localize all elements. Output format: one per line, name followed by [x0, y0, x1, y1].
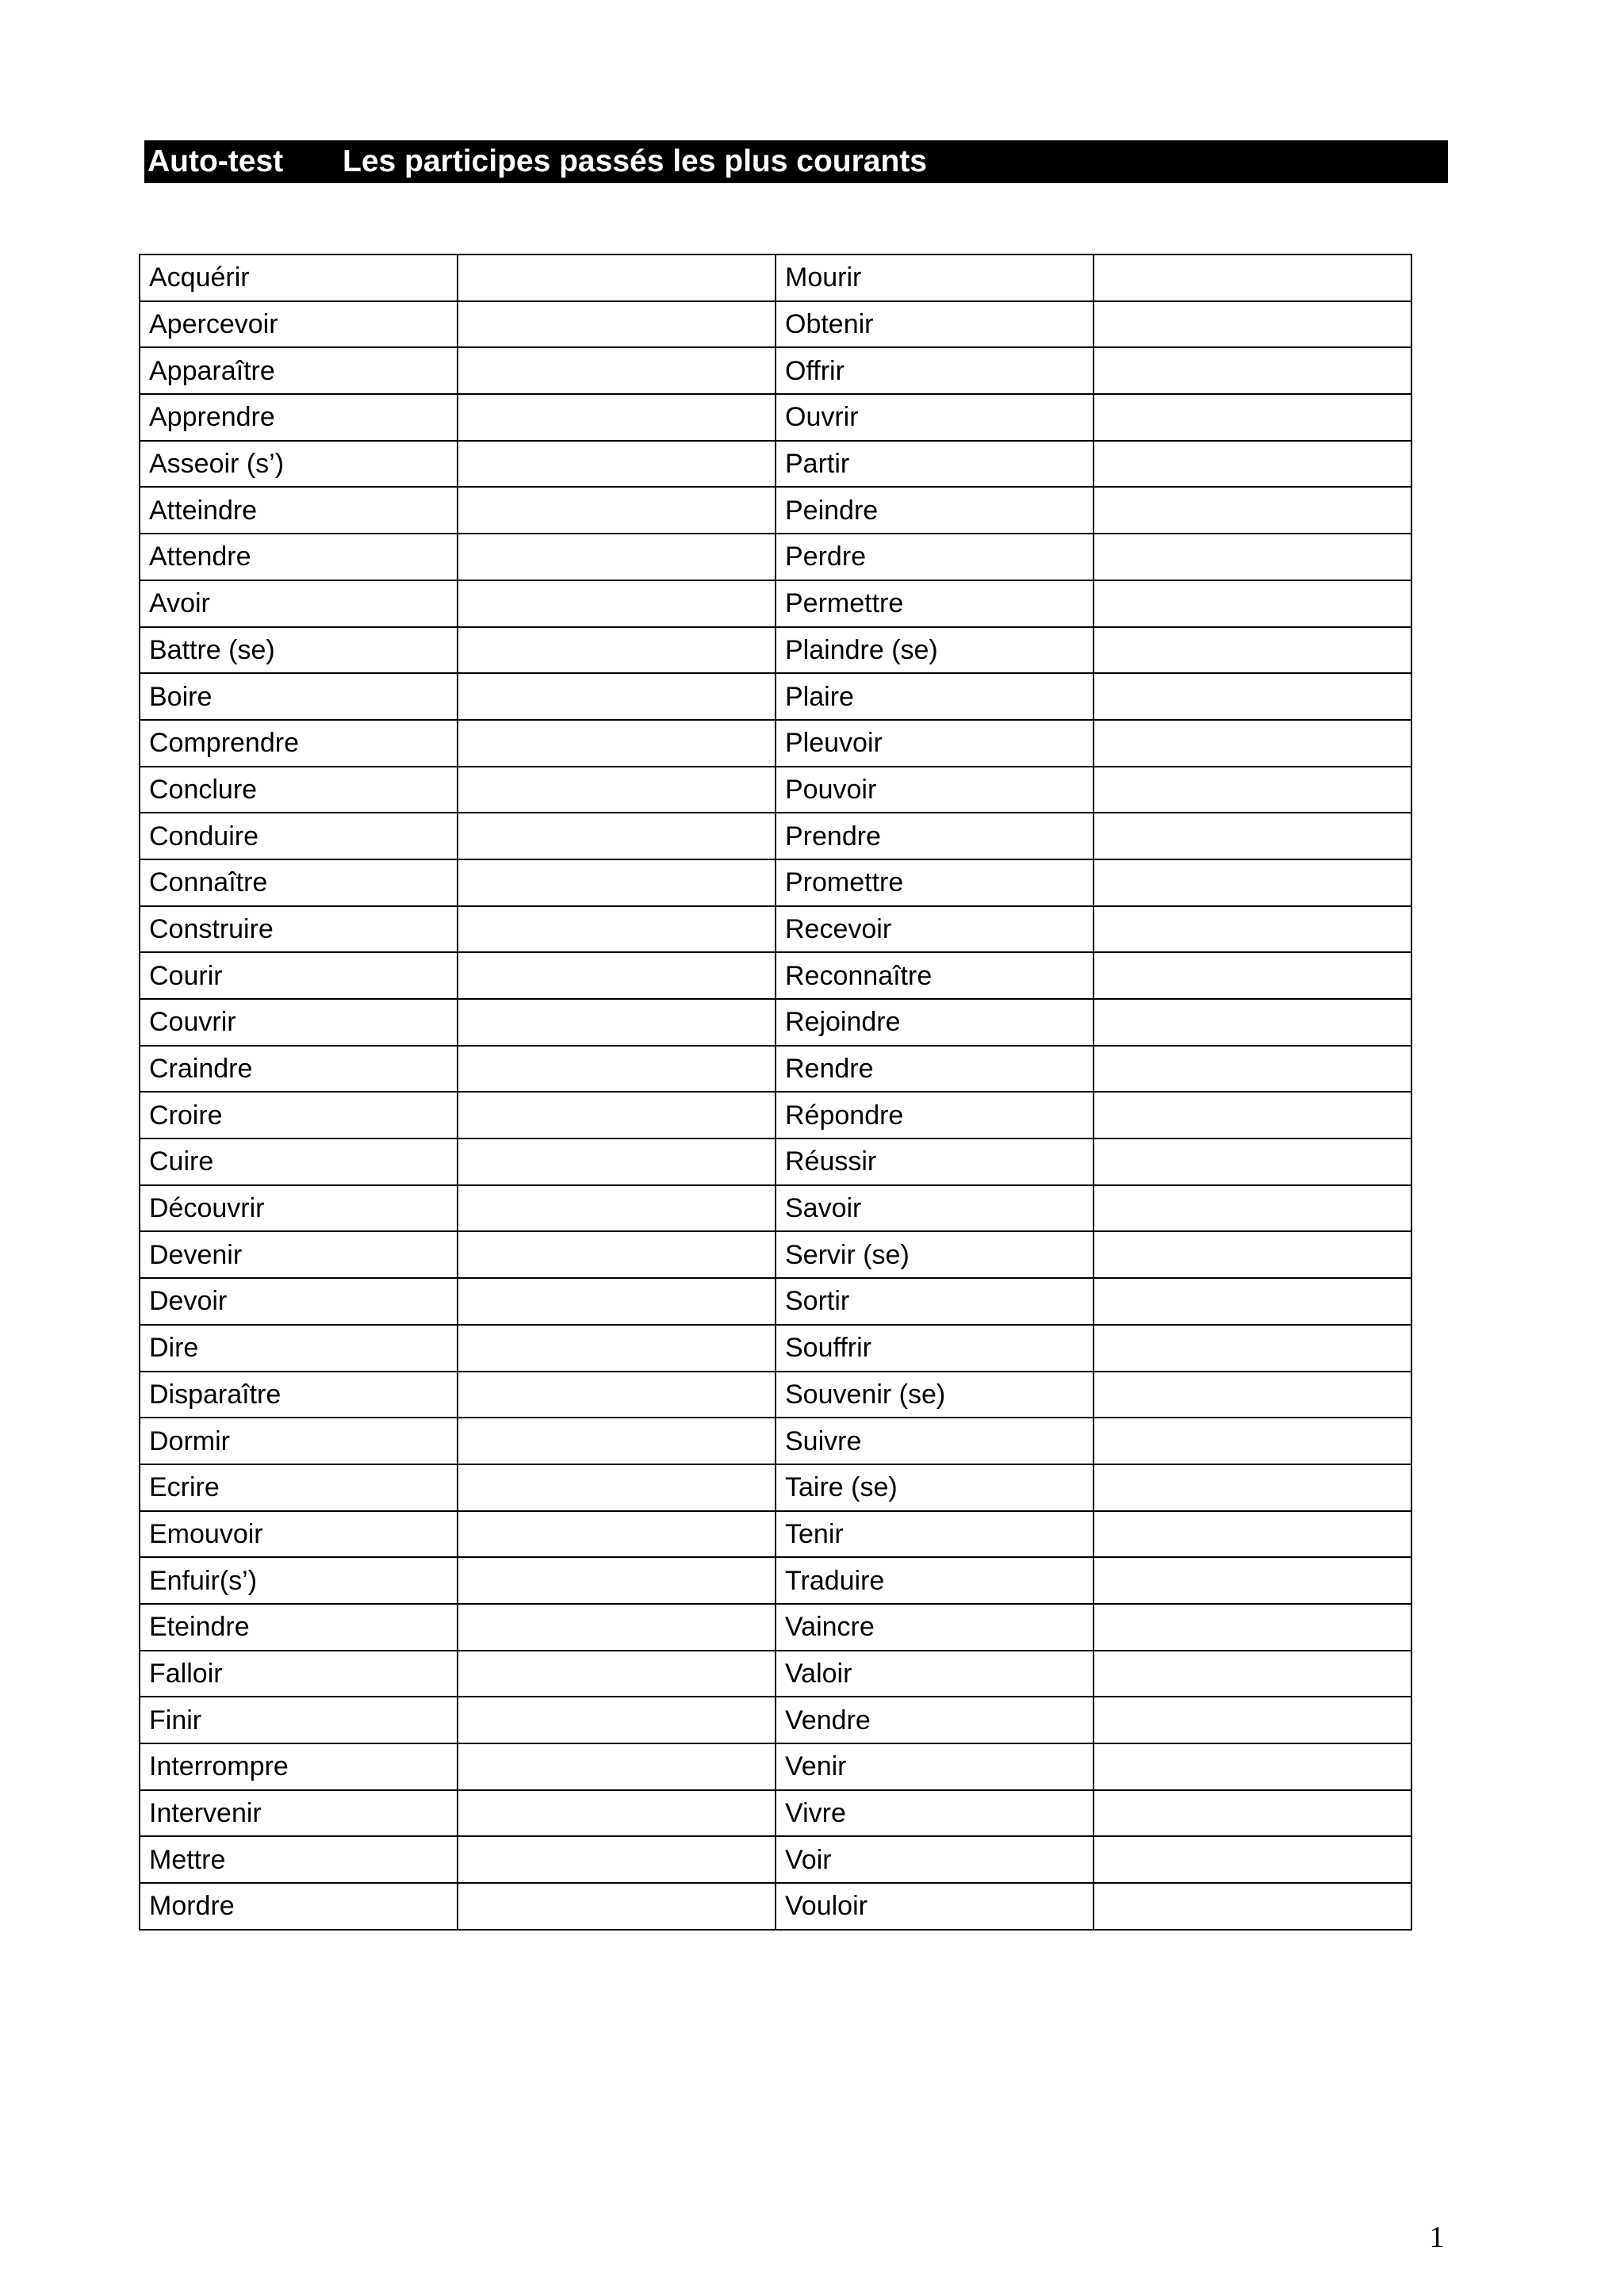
answer-cell-left[interactable]: [458, 1278, 776, 1325]
answer-cell-left[interactable]: [458, 347, 776, 394]
verb-cell-left: Atteindre: [140, 487, 458, 534]
table-row: [140, 1511, 1411, 1558]
answer-cell-right[interactable]: [1094, 1138, 1411, 1185]
answer-cell-left[interactable]: [458, 1092, 776, 1138]
verb-cell-right: Servir (se): [776, 1231, 1094, 1278]
table-row: [140, 813, 1411, 859]
answer-cell-left[interactable]: [458, 1325, 776, 1372]
verb-cell-right: Recevoir: [776, 906, 1094, 953]
answer-cell-left[interactable]: [458, 487, 776, 534]
table-row: [140, 1278, 1411, 1325]
answer-cell-right[interactable]: [1094, 1836, 1411, 1883]
answer-cell-right[interactable]: [1094, 1418, 1411, 1464]
table-row: [140, 906, 1411, 953]
verb-cell-left: Avoir: [140, 580, 458, 627]
verb-cell-right: Partir: [776, 441, 1094, 488]
verb-cell-right: Voir: [776, 1836, 1094, 1883]
verb-cell-left: Falloir: [140, 1651, 458, 1697]
answer-cell-left[interactable]: [458, 1231, 776, 1278]
answer-cell-left[interactable]: [458, 1697, 776, 1743]
verb-cell-left: Devoir: [140, 1278, 458, 1325]
table-row: [140, 1418, 1411, 1464]
answer-cell-left[interactable]: [458, 1372, 776, 1418]
answer-cell-right[interactable]: [1094, 487, 1411, 534]
answer-cell-left[interactable]: [458, 580, 776, 627]
answer-cell-left[interactable]: [458, 952, 776, 999]
verb-cell-right: Mourir: [776, 254, 1094, 301]
answer-cell-right[interactable]: [1094, 1604, 1411, 1651]
table-row: [140, 1092, 1411, 1138]
answer-cell-left[interactable]: [458, 441, 776, 488]
answer-cell-right[interactable]: [1094, 1651, 1411, 1697]
verb-cell-right: Prendre: [776, 813, 1094, 859]
verb-cell-left: Dire: [140, 1325, 458, 1372]
table-row: [140, 1697, 1411, 1743]
answer-cell-left[interactable]: [458, 813, 776, 859]
table-row: [140, 767, 1411, 813]
verb-cell-right: Perdre: [776, 534, 1094, 580]
verb-cell-left: Ecrire: [140, 1464, 458, 1511]
answer-cell-left[interactable]: [458, 1138, 776, 1185]
answer-cell-left[interactable]: [458, 1604, 776, 1651]
table-row: [140, 1743, 1411, 1790]
verb-cell-right: Venir: [776, 1743, 1094, 1790]
table-row: [140, 441, 1411, 488]
table-row: [140, 720, 1411, 767]
verb-cell-right: Vendre: [776, 1697, 1094, 1743]
answer-cell-left[interactable]: [458, 720, 776, 767]
table-row: [140, 1836, 1411, 1883]
verb-cell-right: Répondre: [776, 1092, 1094, 1138]
answer-cell-left[interactable]: [458, 1790, 776, 1837]
verb-cell-right: Sortir: [776, 1278, 1094, 1325]
verb-cell-right: Plaindre (se): [776, 627, 1094, 674]
answer-cell-right[interactable]: [1094, 1231, 1411, 1278]
answer-cell-right[interactable]: [1094, 906, 1411, 953]
answer-cell-right[interactable]: [1094, 254, 1411, 301]
answer-cell-right[interactable]: [1094, 1325, 1411, 1372]
answer-cell-right[interactable]: [1094, 1278, 1411, 1325]
verb-cell-right: Peindre: [776, 487, 1094, 534]
answer-cell-left[interactable]: [458, 1418, 776, 1464]
table-row: [140, 1790, 1411, 1837]
answer-cell-left[interactable]: [458, 534, 776, 580]
answer-cell-left[interactable]: [458, 999, 776, 1046]
verb-cell-left: Craindre: [140, 1046, 458, 1093]
verb-cell-left: Mordre: [140, 1883, 458, 1930]
verb-cell-left: Connaître: [140, 859, 458, 906]
verb-cell-right: Traduire: [776, 1557, 1094, 1604]
table-row: [140, 1604, 1411, 1651]
page-title: Les participes passés les plus courants: [343, 144, 927, 178]
answer-cell-right[interactable]: [1094, 1372, 1411, 1418]
verb-cell-left: Finir: [140, 1697, 458, 1743]
answer-cell-left[interactable]: [458, 1185, 776, 1232]
table-row: [140, 534, 1411, 580]
answer-cell-left[interactable]: [458, 1651, 776, 1697]
verb-cell-right: Reconnaître: [776, 952, 1094, 999]
verb-cell-left: Apprendre: [140, 394, 458, 441]
verb-table: [139, 254, 1412, 1931]
verb-cell-left: Attendre: [140, 534, 458, 580]
verb-cell-left: Cuire: [140, 1138, 458, 1185]
table-row: [140, 487, 1411, 534]
table-row: [140, 627, 1411, 674]
verb-cell-left: Courir: [140, 952, 458, 999]
answer-cell-left[interactable]: [458, 906, 776, 953]
answer-cell-right[interactable]: [1094, 1557, 1411, 1604]
verb-cell-left: Boire: [140, 673, 458, 720]
table-row: [140, 347, 1411, 394]
verb-cell-right: Plaire: [776, 673, 1094, 720]
answer-cell-right[interactable]: [1094, 1883, 1411, 1930]
answer-cell-right[interactable]: [1094, 813, 1411, 859]
page-number: 1: [1429, 2221, 1445, 2254]
verb-cell-left: Mettre: [140, 1836, 458, 1883]
verb-cell-right: Vouloir: [776, 1883, 1094, 1930]
table-row: [140, 1372, 1411, 1418]
verb-cell-right: Suivre: [776, 1418, 1094, 1464]
table-row: [140, 1557, 1411, 1604]
answer-cell-right[interactable]: [1094, 1464, 1411, 1511]
verb-cell-right: Permettre: [776, 580, 1094, 627]
answer-cell-left[interactable]: [458, 1883, 776, 1930]
verb-cell-right: Rendre: [776, 1046, 1094, 1093]
verb-cell-left: Apparaître: [140, 347, 458, 394]
answer-cell-left[interactable]: [458, 627, 776, 674]
answer-cell-right[interactable]: [1094, 952, 1411, 999]
verb-cell-left: Battre (se): [140, 627, 458, 674]
table-row: [140, 673, 1411, 720]
verb-cell-left: Eteindre: [140, 1604, 458, 1651]
verb-table-body: [140, 254, 1411, 1930]
table-row: [140, 301, 1411, 348]
table-row: [140, 1046, 1411, 1093]
answer-cell-left[interactable]: [458, 1743, 776, 1790]
answer-cell-left[interactable]: [458, 1511, 776, 1558]
answer-cell-left[interactable]: [458, 301, 776, 348]
table-row: [140, 580, 1411, 627]
verb-cell-right: Souffrir: [776, 1325, 1094, 1372]
verb-cell-right: Valoir: [776, 1651, 1094, 1697]
verb-cell-left: Dormir: [140, 1418, 458, 1464]
table-row: [140, 1883, 1411, 1930]
answer-cell-right[interactable]: [1094, 1790, 1411, 1837]
table-row: [140, 999, 1411, 1046]
verb-cell-right: Pleuvoir: [776, 720, 1094, 767]
answer-cell-right[interactable]: [1094, 767, 1411, 813]
table-row: [140, 1138, 1411, 1185]
answer-cell-right[interactable]: [1094, 859, 1411, 906]
verb-cell-left: Découvrir: [140, 1185, 458, 1232]
answer-cell-left[interactable]: [458, 673, 776, 720]
verb-cell-left: Conclure: [140, 767, 458, 813]
answer-cell-right[interactable]: [1094, 1046, 1411, 1093]
answer-cell-right[interactable]: [1094, 580, 1411, 627]
answer-cell-right[interactable]: [1094, 394, 1411, 441]
verb-cell-left: Couvrir: [140, 999, 458, 1046]
verb-cell-right: Taire (se): [776, 1464, 1094, 1511]
verb-cell-left: Croire: [140, 1092, 458, 1138]
answer-cell-right[interactable]: [1094, 1185, 1411, 1232]
answer-cell-left[interactable]: [458, 1464, 776, 1511]
verb-cell-left: Emouvoir: [140, 1511, 458, 1558]
table-row: [140, 1464, 1411, 1511]
answer-cell-right[interactable]: [1094, 720, 1411, 767]
table-row: [140, 1325, 1411, 1372]
answer-cell-right[interactable]: [1094, 673, 1411, 720]
answer-cell-right[interactable]: [1094, 1743, 1411, 1790]
verb-cell-right: Pouvoir: [776, 767, 1094, 813]
verb-cell-right: Vaincre: [776, 1604, 1094, 1651]
test-label: Auto-test: [147, 144, 284, 178]
answer-cell-right[interactable]: [1094, 441, 1411, 488]
verb-cell-right: Souvenir (se): [776, 1372, 1094, 1418]
verb-cell-right: Obtenir: [776, 301, 1094, 348]
table-row: [140, 1231, 1411, 1278]
verb-cell-right: Vivre: [776, 1790, 1094, 1837]
verb-cell-left: Comprendre: [140, 720, 458, 767]
table-row: [140, 859, 1411, 906]
answer-cell-right[interactable]: [1094, 1092, 1411, 1138]
answer-cell-right[interactable]: [1094, 999, 1411, 1046]
answer-cell-right[interactable]: [1094, 1511, 1411, 1558]
table-row: [140, 952, 1411, 999]
answer-cell-left[interactable]: [458, 859, 776, 906]
title-bar: [144, 140, 1448, 183]
answer-cell-left[interactable]: [458, 1557, 776, 1604]
answer-cell-left[interactable]: [458, 767, 776, 813]
verb-cell-left: Intervenir: [140, 1790, 458, 1837]
verb-cell-left: Acquérir: [140, 254, 458, 301]
answer-cell-right[interactable]: [1094, 347, 1411, 394]
verb-cell-right: Réussir: [776, 1138, 1094, 1185]
answer-cell-right[interactable]: [1094, 1697, 1411, 1743]
answer-cell-right[interactable]: [1094, 534, 1411, 580]
verb-cell-right: Ouvrir: [776, 394, 1094, 441]
answer-cell-right[interactable]: [1094, 301, 1411, 348]
verb-cell-right: Tenir: [776, 1511, 1094, 1558]
verb-cell-left: Construire: [140, 906, 458, 953]
table-row: [140, 254, 1411, 301]
answer-cell-left[interactable]: [458, 254, 776, 301]
verb-cell-right: Promettre: [776, 859, 1094, 906]
verb-cell-left: Conduire: [140, 813, 458, 859]
answer-cell-left[interactable]: [458, 1046, 776, 1093]
table-row: [140, 1185, 1411, 1232]
answer-cell-left[interactable]: [458, 394, 776, 441]
verb-cell-right: Rejoindre: [776, 999, 1094, 1046]
verb-cell-left: Devenir: [140, 1231, 458, 1278]
verb-cell-left: Enfuir(s’): [140, 1557, 458, 1604]
verb-cell-left: Asseoir (s’): [140, 441, 458, 488]
table-row: [140, 394, 1411, 441]
answer-cell-left[interactable]: [458, 1836, 776, 1883]
answer-cell-right[interactable]: [1094, 627, 1411, 674]
verb-cell-right: Savoir: [776, 1185, 1094, 1232]
verb-cell-left: Apercevoir: [140, 301, 458, 348]
table-row: [140, 1651, 1411, 1697]
verb-cell-left: Interrompre: [140, 1743, 458, 1790]
verb-cell-right: Offrir: [776, 347, 1094, 394]
verb-cell-left: Disparaître: [140, 1372, 458, 1418]
